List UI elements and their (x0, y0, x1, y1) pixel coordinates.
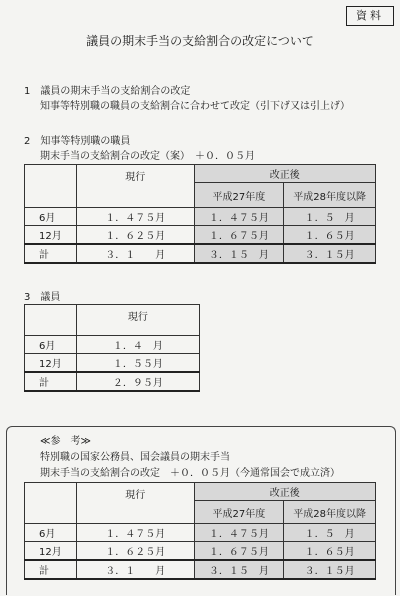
section1-body: 知事等特別職の職員の支給割合に合わせて改定（引下げ又は引上げ） (40, 101, 350, 112)
row-label: 12月 (25, 226, 77, 245)
header-current: 現行 (76, 165, 194, 208)
cell-current: １．４７５月 (76, 208, 194, 226)
header-y27: 平成27年度 (194, 501, 284, 524)
corner-cell (25, 305, 77, 336)
page-title: 議員の期末手当の支給割合の改定について (86, 34, 314, 48)
cell-y28: １．５ 月 (284, 524, 376, 542)
total-row (25, 244, 376, 263)
header-y28: 平成28年度以降 (284, 183, 376, 208)
section3-table (24, 304, 200, 392)
total-row (25, 560, 376, 579)
table-row (25, 354, 200, 373)
cell-y27: １．６７５月 (194, 542, 284, 561)
table-row (25, 226, 376, 245)
cell-current: １．６２５月 (76, 226, 194, 245)
section2-heading: 2 知事等特別職の職員 (24, 136, 131, 147)
table-row (25, 542, 376, 561)
cell-current: １．４７５月 (76, 524, 194, 542)
header-y27: 平成27年度 (194, 183, 284, 208)
reference-line1: 特別職の国家公務員、国会議員の期末手当 (40, 452, 230, 463)
row-label: 6月 (25, 336, 77, 354)
cell-current: ２．９５月 (76, 372, 199, 391)
row-label: 計 (25, 560, 77, 579)
cell-y27: １．６７５月 (194, 226, 284, 245)
section1-heading: 1 議員の期末手当の支給割合の改定 (24, 86, 191, 97)
section2-subtitle: 期末手当の支給割合の改定（案） ＋０．０５月 (40, 151, 255, 162)
cell-current: ３．１ 月 (76, 560, 194, 579)
corner-cell (25, 483, 77, 524)
total-row (25, 372, 200, 391)
header-current: 現行 (76, 483, 194, 524)
cell-y28: １．５ 月 (284, 208, 376, 226)
cell-current: １．６２５月 (76, 542, 194, 561)
row-label: 12月 (25, 354, 77, 373)
row-label: 計 (25, 372, 77, 391)
reference-heading: ≪参 考≫ (40, 436, 91, 447)
cell-y28: １．６５月 (284, 226, 376, 245)
section2-table (24, 164, 376, 264)
section3-heading: 3 議員 (24, 292, 61, 303)
table-row (25, 524, 376, 542)
corner-cell (25, 165, 77, 208)
cell-y27: １．４７５月 (194, 524, 284, 542)
cell-y27: ３．１５ 月 (194, 244, 284, 263)
table-row (25, 208, 376, 226)
cell-y28: ３．１５月 (284, 560, 376, 579)
header-revised: 改正後 (194, 483, 375, 501)
cell-current: ３．１ 月 (76, 244, 194, 263)
cell-current: １．４ 月 (76, 336, 199, 354)
cell-y28: ３．１５月 (284, 244, 376, 263)
row-label: 6月 (25, 524, 77, 542)
header-revised: 改正後 (194, 165, 375, 183)
cell-y28: １．６５月 (284, 542, 376, 561)
reference-table (24, 482, 376, 580)
reference-line2: 期末手当の支給割合の改定 ＋０．０５月（今通常国会で成立済） (40, 468, 340, 479)
cell-current: １．５５月 (76, 354, 199, 373)
document-badge: 資料 (346, 6, 394, 26)
row-label: 計 (25, 244, 77, 263)
cell-y27: ３．１５ 月 (194, 560, 284, 579)
row-label: 6月 (25, 208, 77, 226)
table-row (25, 336, 200, 354)
row-label: 12月 (25, 542, 77, 561)
header-y28: 平成28年度以降 (284, 501, 376, 524)
header-current: 現行 (76, 305, 199, 336)
cell-y27: １．４７５月 (194, 208, 284, 226)
